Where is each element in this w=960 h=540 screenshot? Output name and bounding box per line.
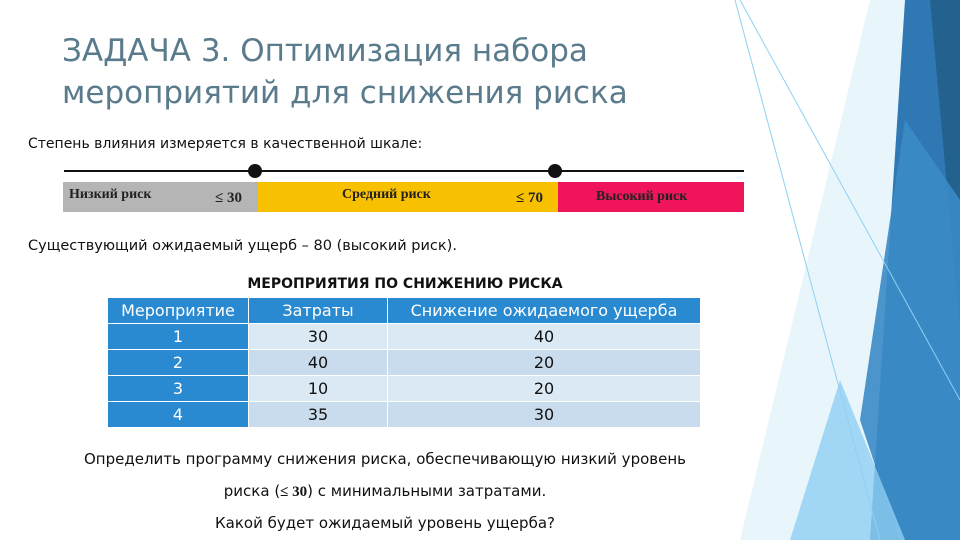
column-header-cost: Затраты [249,298,388,324]
table-cell-cost: 35 [249,402,388,428]
column-header-measure: Мероприятие [108,298,249,324]
scale-segment-low [63,182,258,212]
table-cell-measure: 2 [108,350,249,376]
scale-threshold-high: ≤ 70 [516,190,543,206]
table-cell-reduction: 40 [388,324,701,350]
table-title: МЕРОПРИЯТИЯ ПО СНИЖЕНИЮ РИСКА [247,276,563,292]
table-row [108,376,701,402]
table-cell-cost: 10 [249,376,388,402]
scale-marker-low [248,164,262,178]
scale-marker-high [548,164,562,178]
table-cell-reduction: 20 [388,350,701,376]
table-row [108,324,701,350]
measures-table [107,297,701,428]
question-line-2 [0,482,770,501]
table-cell-cost: 40 [249,350,388,376]
table-cell-reduction: 20 [388,376,701,402]
question-line-1: Определить программу снижения риска, обеспечивающую низкий уровень [84,450,686,468]
scale-axis [64,170,744,172]
scale-label-medium: Средний риск [342,187,431,202]
question-line-2-pre: риска ( [223,482,281,500]
scale-segment-high [558,182,744,212]
scale-segment-medium [258,182,558,212]
question-line-3: Какой будет ожидаемый уровень ущерба? [215,514,555,532]
page-title [62,30,702,114]
table-cell-measure: 3 [108,376,249,402]
table-cell-measure: 1 [108,324,249,350]
table-row [108,350,701,376]
scale-threshold-low: ≤ 30 [215,190,242,206]
existing-damage-text: Существующий ожидаемый ущерб – 80 (высокий риск). [28,238,457,254]
question-line-2-post: ) с минимальными затратами. [307,482,547,500]
title-line-1: ЗАДАЧА 3. Оптимизация набора [62,33,588,69]
table-row [108,402,701,428]
title-line-2: мероприятий для снижения риска [62,75,628,111]
column-header-reduction: Снижение ожидаемого ущерба [388,298,701,324]
intro-text: Степень влияния измеряется в качественной шкале: [28,136,423,152]
question-threshold: ≤ 30 [280,484,308,500]
table-cell-cost: 30 [249,324,388,350]
table-cell-reduction: 30 [388,402,701,428]
table-cell-measure: 4 [108,402,249,428]
scale-label-high: Высокий риск [596,189,688,204]
scale-label-low: Низкий риск [69,187,152,202]
table-header-row [108,298,701,324]
